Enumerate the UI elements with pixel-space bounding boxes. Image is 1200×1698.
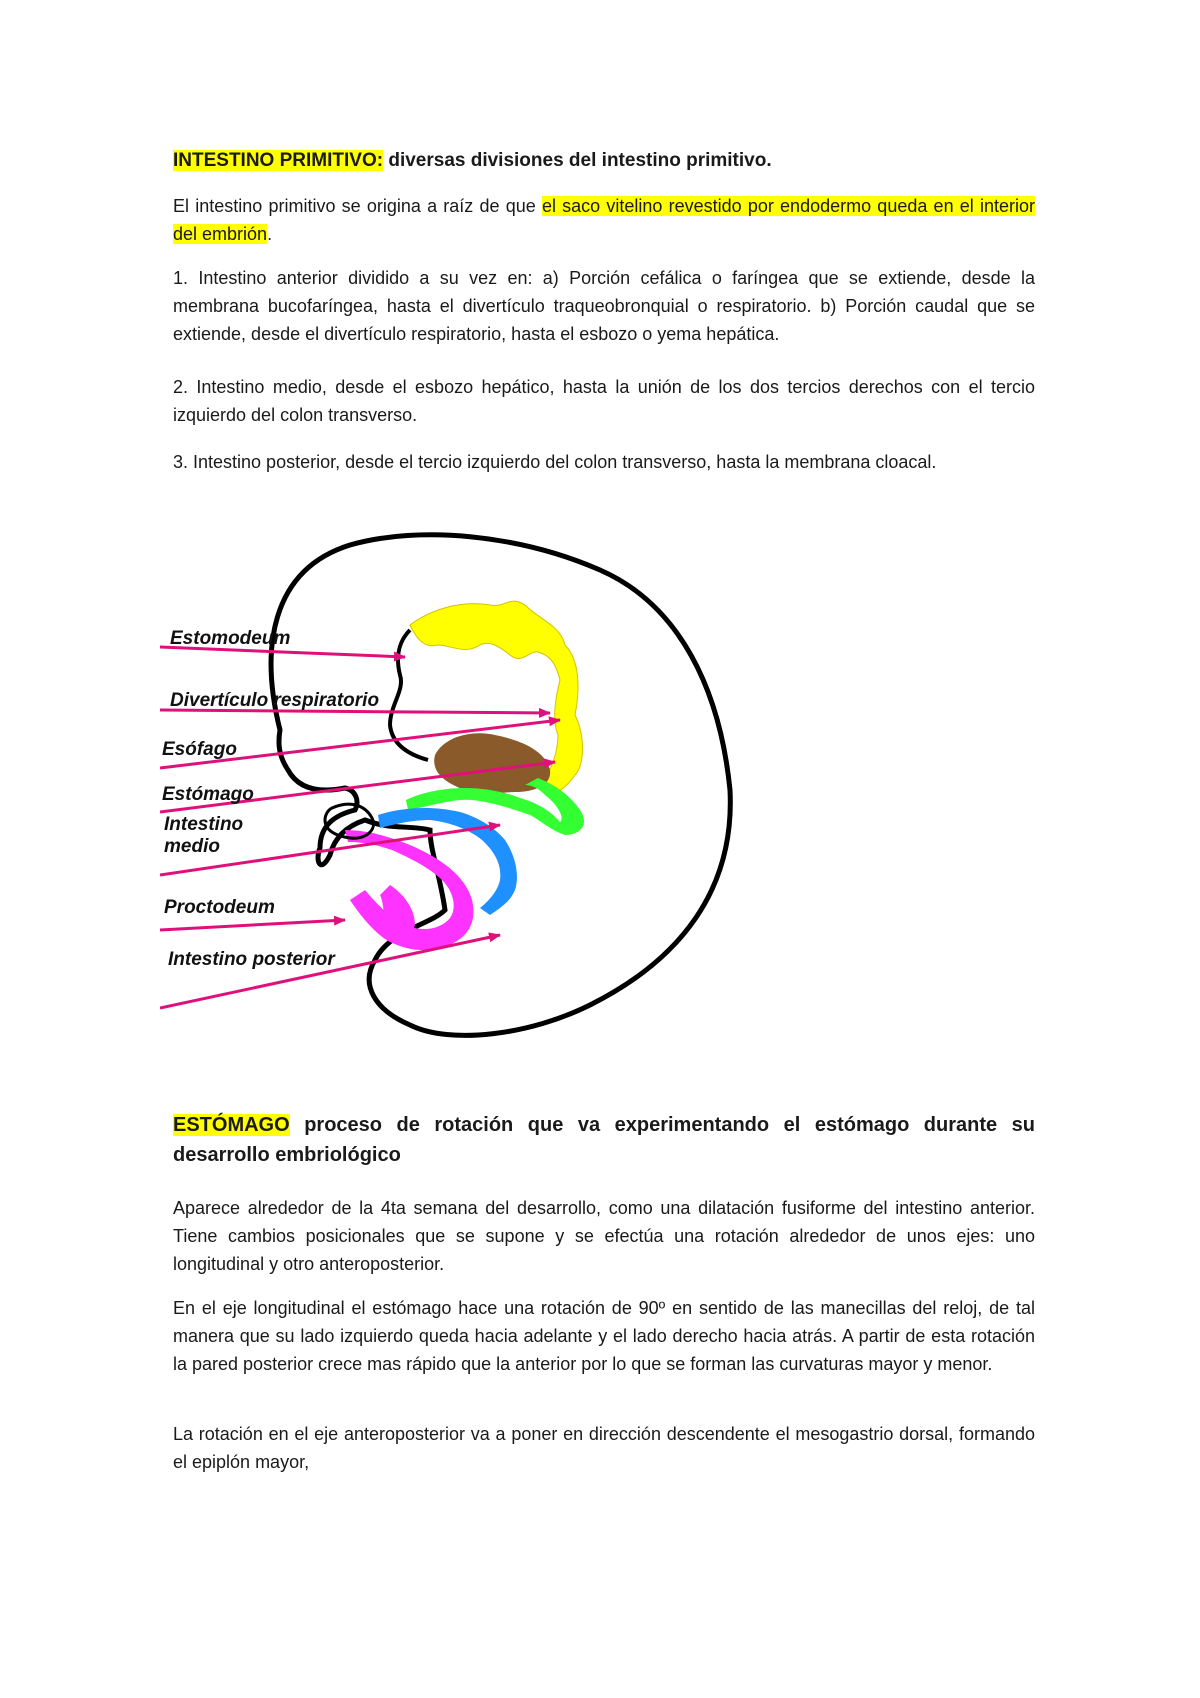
label-intestino-medio-1: Intestino <box>164 814 244 835</box>
stomach-paragraph-1: Aparece alrededor de la 4ta semana del desarrollo, como una dilatación fusiforme del intestino anterior. Tiene cambios posicionales que se supone y se efectúa una rotación alrededor de unos ejes: uno longitudinal y otro anteroposterior. <box>173 1198 1035 1274</box>
stomach-paragraph-2: En el eje longitudinal el estómago hace una rotación de 90º en sentido de las manecillas del reloj, de tal manera que su lado izquierdo queda hacia adelante y el lado derecho hacia atrás. A partir de esta rotación la pared posterior crece mas rápido que la anterior por lo que se forman las curvaturas mayor y menor. <box>173 1298 1035 1374</box>
list-item-2 <box>173 373 1035 429</box>
section1-heading-rest: diversas divisiones del intestino primitivo. <box>383 150 772 171</box>
intro-end: . <box>267 224 273 244</box>
section2-heading <box>173 1110 1035 1170</box>
label-proctodeum: Proctodeum <box>164 897 275 918</box>
section2-heading-rest: proceso de rotación que va experimentando el estómago durante su desarrollo embriológico <box>173 1114 1035 1166</box>
intro-text: El intestino primitivo se origina a raíz de que <box>173 196 542 216</box>
label-estomago: Estómago <box>162 784 254 805</box>
embryo-diagram <box>160 530 860 1085</box>
label-estomodeum: Estomodeum <box>170 628 291 649</box>
label-intestino-posterior: Intestino posterior <box>168 949 335 970</box>
stomach-paragraph-3: La rotación en el eje anteroposterior va a poner en dirección descendente el mesogastrio dorsal, formando el epiplón mayor, <box>173 1424 1035 1472</box>
section1-heading <box>173 146 1035 176</box>
embryo-diagram-svg <box>160 530 860 1085</box>
list-item-2-number: 2. <box>173 377 189 397</box>
list-item-2-text: Intestino medio, desde el esbozo hepático, hasta la unión de los dos tercios derechos con el tercio izquierdo del colon transverso. <box>173 377 1035 425</box>
list-item-1: 1. Intestino anterior dividido a su vez en: a) Porción cefálica o faríngea que se extiende, desde la membrana bucofaríngea, hasta el divertículo traqueobronquial o respiratorio. b) Porción caudal que se extiende, desde el divertículo respiratorio, hasta el esbozo o yema hepática. <box>173 268 1035 344</box>
intro-highlight: el saco vitelino revestido por endodermo queda en el interior del embrión <box>173 196 1036 244</box>
list-item-3: 3. Intestino posterior, desde el tercio izquierdo del colon transverso, hasta la membrana cloacal. <box>173 452 937 472</box>
section1-heading-highlight: INTESTINO PRIMITIVO: <box>173 150 384 171</box>
arrow-proctodeum <box>160 920 345 930</box>
arrow-intestino-posterior <box>160 935 500 1008</box>
label-intestino-medio-2: medio <box>164 836 220 857</box>
label-diverticulo: Divertículo respiratorio <box>170 690 380 711</box>
section2-heading-highlight: ESTÓMAGO <box>173 1114 290 1136</box>
intro-paragraph <box>173 192 1035 248</box>
label-esofago: Esófago <box>162 739 237 760</box>
